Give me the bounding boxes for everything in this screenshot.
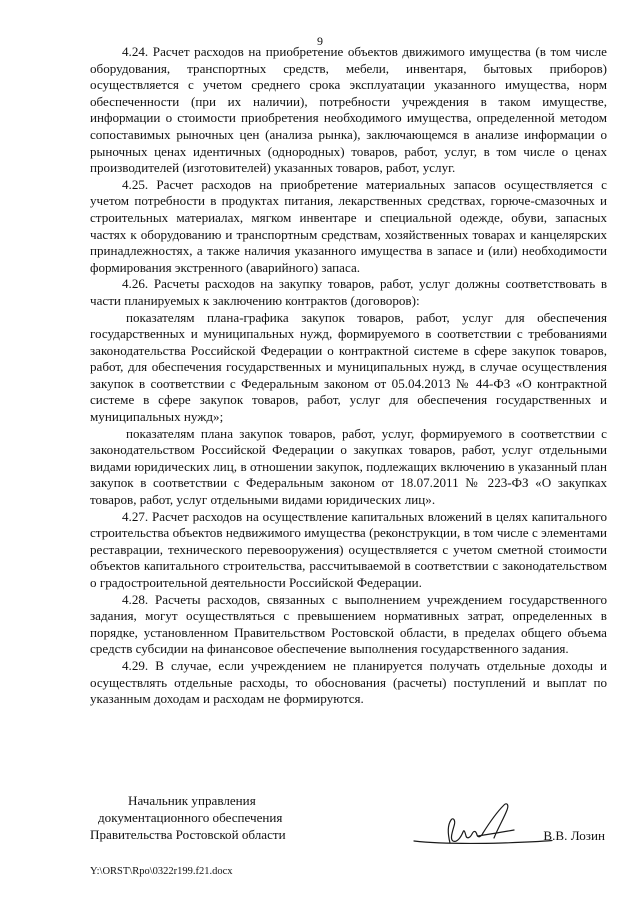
paragraph-4-24: 4.24. Расчет расходов на приобретение объектов движимого имущества (в том числе оборудования, транспортных средств, мебели, инвентаря, бытовых приборов) осуществляется с учетом среднего срока эксплуатации указанного имущества, норм обеспеченности (при их наличии), потребности учреждения в таком имуществе, информации о стоимости приобретения необходимого имущества, определенной методом сопоставимых рыночных цен (анализа рынка), заключающемся в анализе информации о рыночных ценах идентичных (однородных) товаров, работ, услуг, в том числе о ценах производителей (изготовителей) указанных товаров, работ, услуг. (90, 44, 607, 176)
paragraph-4-29: 4.29. В случае, если учреждением не планируется получать отдельные доходы и осуществлять отдельные расходы, то обоснования (расчеты) поступлений и выплат по указанным доходам и расходам не формируются. (90, 657, 607, 707)
signer-position-line-1: Начальник управления (128, 793, 256, 808)
handwritten-signature (406, 793, 556, 855)
paragraph-4-26-item-schedule: показателям плана-графика закупок товаров, работ, услуг для обеспечения государственных и муниципальных нужд, формируемого в соответствии с требованиями законодательства Российской Федерации о контрактной системе в сфере закупок товаров, работ, для обеспечения государственных и муниципальных нужд, в случае осуществления закупок в соответствии с Федеральным законом от 05.04.2013 № 44-ФЗ «О контрактной системе в сфере закупок товаров, работ, услуг для обеспечения государственных и муниципальных нужд»; (90, 309, 607, 425)
signature-block (90, 793, 607, 853)
paragraph-4-26-item-plan: показателям плана закупок товаров, работ, услуг, формируемого в соответствии с законодательством Российской Федерации о закупках товаров, работ, услуг отдельными видами юридических лиц, в отношении закупок, подлежащих включению в указанный план закупок в соответствии с Федеральным законом от 18.07.2011 № 223-ФЗ «О закупках товаров, работ, услуг отдельными видами юридических лиц». (90, 425, 607, 508)
paragraph-4-26: 4.26. Расчеты расходов на закупку товаров, работ, услуг должны соответствовать в части планируемых к заключению контрактов (договоров): (90, 276, 607, 308)
file-path-footer: Y:\ORST\Rpo\0322r199.f21.docx (90, 866, 233, 877)
signer-position-line-2: документационного обеспечения (98, 810, 283, 825)
paragraph-4-28: 4.28. Расчеты расходов, связанных с выполнением учреждением государственного задания, могут осуществляться с превышением нормативных затрат, определенных в порядке, установленном Правительством Ростовской области, в пределах общего объема средств субсидии на финансовое обеспечение выполнения государственного задания. (90, 591, 607, 657)
page-number: 9 (317, 34, 323, 48)
signer-name: В.В. Лозин (543, 828, 605, 843)
document-body (90, 44, 607, 708)
paragraph-4-25: 4.25. Расчет расходов на приобретение материальных запасов осуществляется с учетом потребности в продуктах питания, лекарственных средствах, горюче-смазочных и строительных материалах, мягком инвентаре и специальной одежде, обуви, запасных частях к оборудованию и транспортным средствам, хозяйственных товарах и канцелярских принадлежностях, а также наличия указанного имущества в запасе и (или) необходимости формирования экстренного (аварийного) запаса. (90, 176, 607, 275)
paragraph-4-27: 4.27. Расчет расходов на осуществление капитальных вложений в целях капитального строительства объектов недвижимого имущества (реконструкции, в том числе с элементами реставрации, технического перевооружения) осуществляется с учетом сметной стоимости объектов капитального строительства, рассчитываемой в соответствии с законодательством о градостроительной деятельности Российской Федерации. (90, 508, 607, 590)
signer-position-line-3: Правительства Ростовской области (90, 827, 286, 842)
